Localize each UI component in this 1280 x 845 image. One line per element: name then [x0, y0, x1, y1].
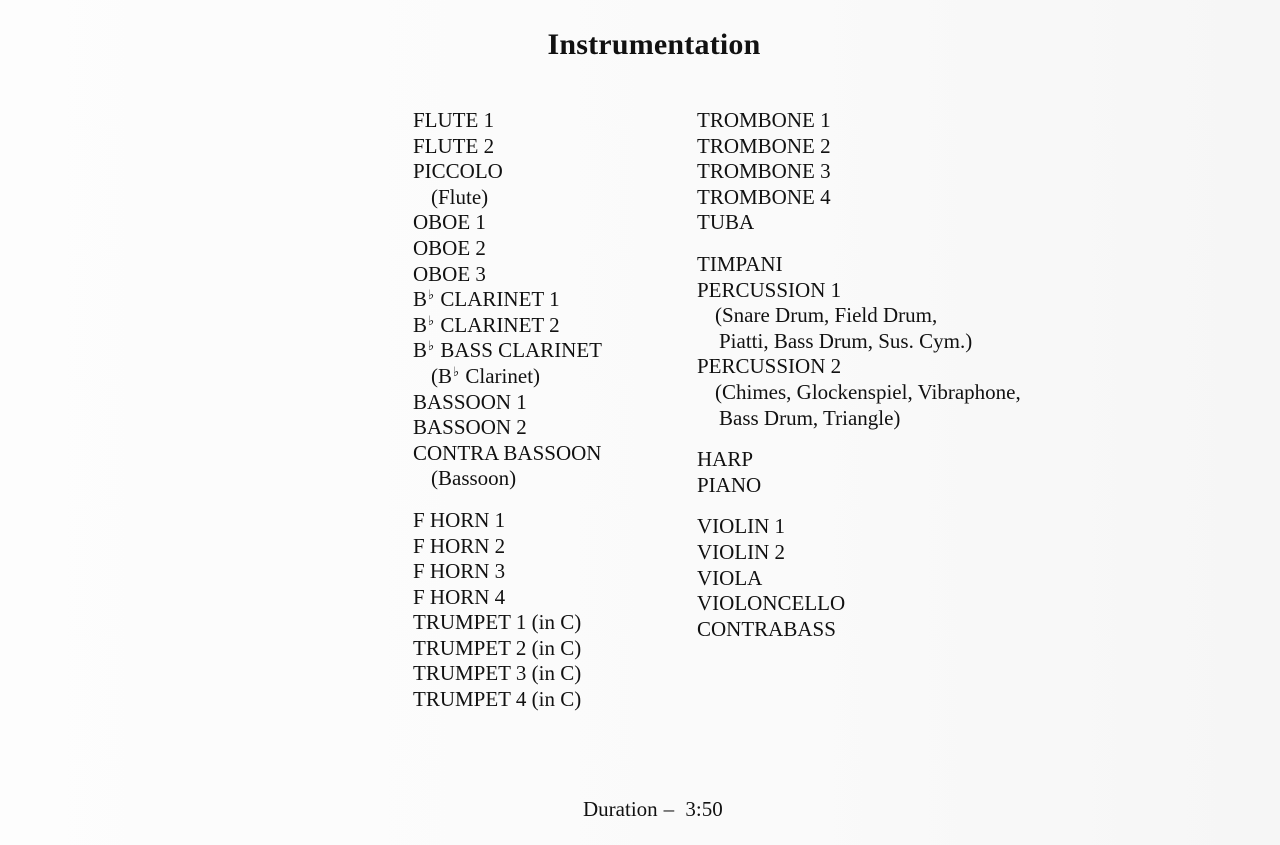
instrument-flute-2: FLUTE 2 [413, 133, 495, 158]
instrument-trombone-3: TROMBONE 3 [697, 159, 831, 184]
instrument-horn-1: F HORN 1 [413, 507, 506, 532]
instrument-horn-3: F HORN 3 [413, 559, 506, 584]
instrument-percussion-1-note-line1: (Snare Drum, Field Drum, [715, 303, 938, 328]
flat-symbol: ♭ [428, 338, 435, 354]
instrument-clarinet-1 [413, 287, 602, 313]
duration-separator: – [663, 797, 675, 821]
instrument-contra-bassoon: CONTRA BASSOON [413, 440, 602, 465]
instrument-oboe-1: OBOE 1 [413, 210, 486, 235]
instrument-label: CLARINET 1 [440, 287, 560, 312]
instrument-trombone-1: TROMBONE 1 [697, 108, 831, 132]
duration-line [583, 797, 723, 822]
key-prefix: B [413, 338, 428, 363]
instrument-violin-1: VIOLIN 1 [697, 514, 786, 539]
instrument-bass-clarinet-note [413, 364, 602, 390]
instrument-oboe-2: OBOE 2 [413, 235, 486, 260]
instrument-label: BASS CLARINET [440, 338, 603, 363]
instrument-trumpet-3: TRUMPET 3 (in C) [413, 661, 582, 686]
instrument-percussion-2: PERCUSSION 2 [697, 354, 842, 379]
instrument-piccolo-note: (Flute) [431, 184, 489, 209]
instrument-percussion-1-note-line2: Piatti, Bass Drum, Sus. Cym.) [719, 328, 973, 353]
instrument-violin-2: VIOLIN 2 [697, 539, 786, 564]
instrument-list-left [413, 108, 602, 713]
instrument-percussion-2-note-line2: Bass Drum, Triangle) [719, 405, 901, 430]
instrument-horn-4: F HORN 4 [413, 584, 506, 609]
instrument-percussion-1: PERCUSSION 1 [697, 277, 842, 302]
instrument-flute-1: FLUTE 1 [413, 108, 495, 132]
instrument-violoncello: VIOLONCELLO [697, 591, 846, 616]
key-prefix: B [413, 287, 428, 312]
instrument-trombone-2: TROMBONE 2 [697, 133, 831, 158]
instrument-tuba: TUBA [697, 210, 755, 235]
key-prefix: B [413, 312, 428, 337]
note-close: Clarinet) [465, 363, 541, 388]
instrument-horn-2: F HORN 2 [413, 533, 506, 558]
instrument-trombone-4: TROMBONE 4 [697, 184, 831, 209]
instrument-timpani: TIMPANI [697, 251, 783, 276]
instrument-piano: PIANO [697, 472, 762, 497]
instrument-percussion-2-note-line1: (Chimes, Glockenspiel, Vibraphone, [715, 379, 1021, 404]
instrument-trumpet-4: TRUMPET 4 (in C) [413, 687, 582, 712]
flat-symbol: ♭ [453, 363, 460, 379]
page-title: Instrumentation [547, 28, 761, 61]
duration-value: 3:50 [685, 797, 723, 821]
note-open: (B [431, 363, 452, 388]
instrument-contra-bassoon-note: (Bassoon) [431, 466, 517, 491]
instrument-contrabass: CONTRABASS [697, 616, 836, 641]
instrument-list-right [697, 108, 1021, 642]
instrument-label: CLARINET 2 [440, 312, 560, 337]
instrument-clarinet-2 [413, 313, 602, 339]
flat-symbol: ♭ [428, 312, 435, 328]
instrument-trumpet-2: TRUMPET 2 (in C) [413, 635, 582, 660]
instrument-oboe-3: OBOE 3 [413, 261, 486, 286]
instrument-harp: HARP [697, 447, 754, 472]
instrument-viola: VIOLA [697, 565, 763, 590]
duration-label: Duration [583, 797, 658, 821]
flat-symbol: ♭ [428, 287, 435, 303]
instrument-piccolo: PICCOLO [413, 159, 503, 184]
instrument-bass-clarinet [413, 338, 602, 364]
instrument-bassoon-2: BASSOON 2 [413, 415, 527, 440]
instrument-trumpet-1: TRUMPET 1 (in C) [413, 610, 582, 635]
instrument-bassoon-1: BASSOON 1 [413, 389, 527, 414]
